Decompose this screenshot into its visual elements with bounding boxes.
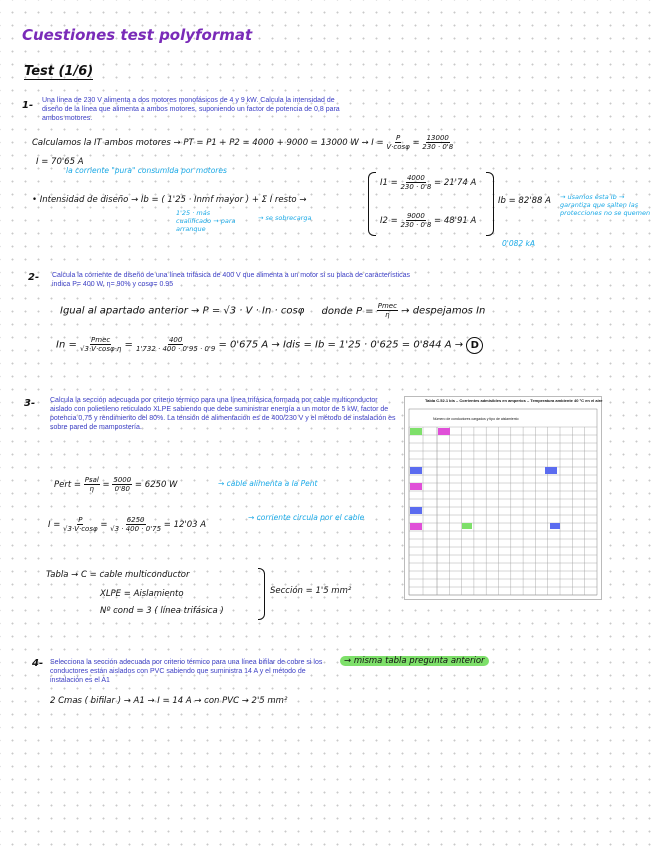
q1-ib-result: Ib = 82'88 A [498,196,551,206]
q2-line2: In = $\frac{\text{Pmec}}{√3\cdot V\cdot\cos\varphi\cdot\eta}$ = $\frac{400}{1'732 \cdot 400 \cdot 0'95 \cdot 0'9}$ = 0'675 A → Idis = Ib = 1'25 · 0'625 = 0'844 A → D [56,336,483,354]
q1-line1-a: Calculamos la IT ambos motores → [32,138,181,148]
table-caption: Tabla C.52.1 bis – Corrientes admisibles en amperios – Temperatura ambiente 40 °C en el aire [425,398,603,403]
q1-line1-b: PT = P1 + P2 = 4000 + 9000 = 13000 W → [183,138,369,148]
q1-line3: • Intensidad de diseño → Ib = ( 1'25 · Inmf mayor ) + Σ I resto → [32,195,307,205]
q1-note2b: → se sobrecarga [258,214,312,222]
page-title: Cuestiones test polyformat [22,26,253,44]
q3-tabla-2: XLPE = Aislamiento [100,589,184,599]
q3-brace [258,568,265,620]
q4-number: 4- [32,658,44,669]
highlight-section-2 [410,523,422,530]
highlight-pvc [438,428,450,435]
highlight-cell-c [550,523,560,529]
q1-note3: → usamos esta Ib → garantiza que salten las protecciones no se quemen [560,193,651,217]
q4-note1: → misma tabla pregunta anterior [340,656,489,666]
table-grid [405,397,601,599]
q3-statement: Calcula la sección adecuada por criterio térmico para una línea trifásica formada por cable multiconductor aislado con polietileno reticulado XLPE sabiendo que debe suministrar energía a un motor de 5 kW, factor de potencia 0,75 y rendimiento del 80%. La tensión de alimentación es de 400/230 V y el método de instalación es sobre pared de mampostería. [50,397,396,431]
q1-line1: Calculamos la IT ambos motores → PT = P1 + P2 = 4000 + 9000 = 13000 W → I = $\frac{P}{V\cdot\cos\varphi}$ = $\frac{13000}{230 \cdot 0'8}$ [32,134,454,151]
q3-line1: Pert = $\frac{\text{Psal}}{\eta}$ = $\frac{5000}{0'80}$ = 6250 W [54,476,178,493]
q1-statement: Una línea de 230 V alimenta a dos motores monofásicos de 4 y 9 kW. Calcula la intensidad de diseño de la línea que alimenta a ambos motores, suponiendo un factor de potencia de 0,8 para ambos motores. [42,97,340,122]
q3-tabla-1: Tabla → C = cable multiconductor [46,570,190,580]
q4-line1: 2 Cmas ( bifilar ) → A1 → I = 14 A → con PVC → 2'5 mm² [50,696,288,706]
highlight-xlpe [545,467,557,474]
q1-line2: I = 70'65 A [36,157,84,167]
q2-line1: Igual al apartado anterior → P = √3 · V · In · cosφ donde P = $\frac{\text{Pmec}}{\eta}$ → despejamos In [60,302,486,319]
q1-number: 1- [22,100,34,111]
test-heading: Test (1/6) [24,64,94,79]
q1-note4: 0'082 kA [502,239,536,248]
q3-note1: → cable alimenta a la Pent [218,479,318,488]
highlight-c [410,467,422,474]
q3-seccion: Sección = 1'5 mm² [270,586,352,596]
highlight-a1 [410,428,422,435]
q3-tabla-3: Nº cond = 3 ( línea trifásica ) [100,606,224,616]
q1-brace-left [368,172,376,236]
q1-brace-right [486,172,494,236]
q1-line1-c: I = [371,138,384,148]
q3-line2: I = $\frac{P}{√3\cdot V\cdot\cos\varphi}$ = $\frac{6250}{√3 \cdot 400 \cdot 0'75}$ = 12'03 A [48,516,207,533]
highlight-e [410,483,422,490]
table-border [409,409,597,595]
q1-i2: I2 = $\frac{9000}{230 \cdot 0'8}$ = 48'91 A [380,212,477,229]
q1-i1: I1 = $\frac{4000}{230 \cdot 0'8}$ = 21'74 A [380,174,477,191]
q1-note1: la corriente "pura" consumida por motores [66,166,227,175]
table-header: Número de conductores cargados y tipo de aislamiento [433,417,519,421]
q2-statement: Calcula la corriente de diseño de una línea trifásica de 400 V que alimenta a un motor si su placa de características indica P= 400 W, η= 90% y cosφ= 0.95 [52,272,410,288]
q1-note2: 1'25 · más cualificado → para arranque [176,209,236,233]
q1-fraction-2: $\frac{13000}{230 \cdot 0'8}$ [422,134,454,151]
q2-answer-circle: D [466,337,483,354]
q3-note2: → corriente circula por el cable [248,513,365,522]
cable-table-image [404,396,602,600]
highlight-section [410,507,422,514]
highlight-cell-a1 [462,523,472,529]
q2-number: 2- [28,272,40,283]
q4-statement: Selecciona la sección adecuada por criterio térmico para una línea bifilar de cobre si los conductores están aislados con PVC sabiendo que suministra 14 A y el método de instalación es el A1 [50,659,323,684]
q3-number: 3- [24,398,36,409]
q1-fraction-1: $\frac{P}{V\cdot\cos\varphi}$ [386,134,410,151]
